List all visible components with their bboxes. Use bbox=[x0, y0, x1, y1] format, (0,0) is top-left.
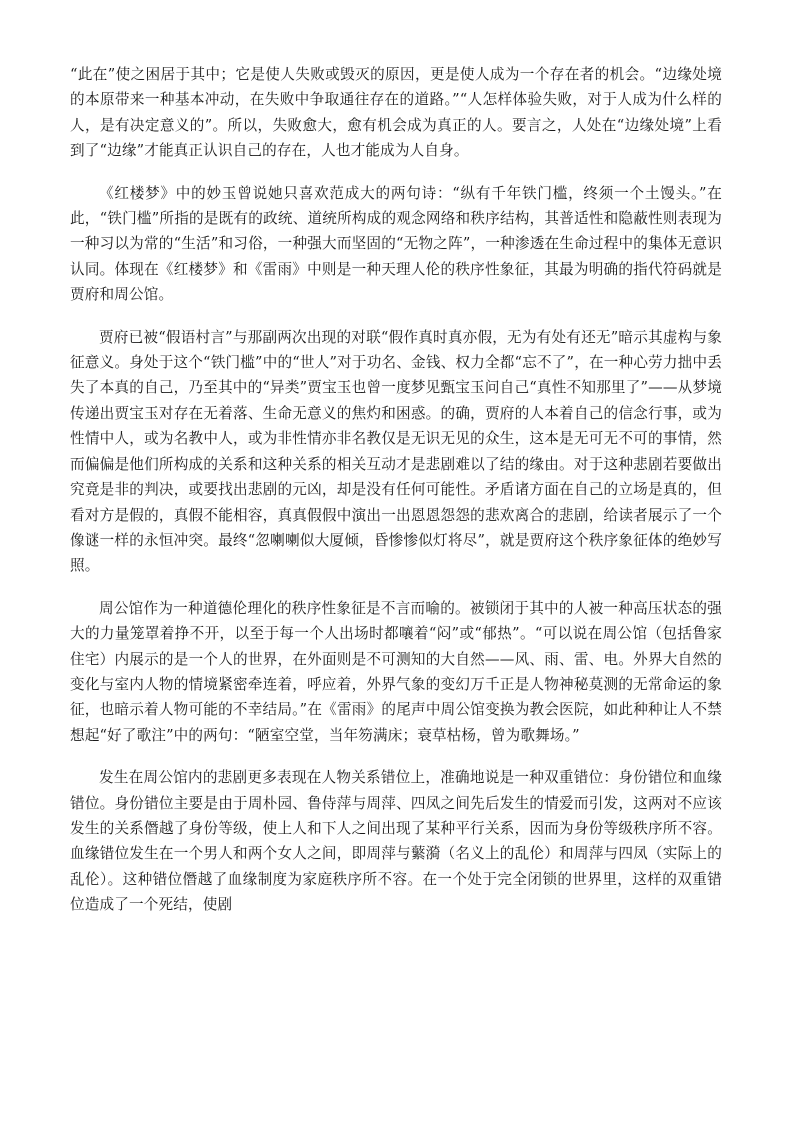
paragraph-2: 《红楼梦》中的妙玉曾说她只喜欢范成大的两句诗：“纵有千年铁门槛，终须一个土馒头。”在此，“铁门槛”所指的是既有的政统、道统所构成的观念网络和秩序结构，其普适性和隐蔽性则表现为一种习以为常的“生活”和习俗，一种强大而坚固的“无物之阵”，一种渗透在生命过程中的集体无意识认同。体现在《红楼梦》和《雷雨》中则是一种天理人伦的秩序性象征，其最为明确的指代符码就是贾府和周公馆。 bbox=[70, 184, 722, 304]
paragraph-5: 发生在周公馆内的悲剧更多表现在人物关系错位上，准确地说是一种双重错位：身份错位和血缘错位。身份错位主要是由于周朴园、鲁侍萍与周萍、四凤之间先后发生的情爱而引发，这两对不应该发生的关系僭越了身份等级，使上人和下人之间出现了某种平行关系，因而为身份等级秩序所不容。血缘错位发生在一个男人和两个女人之间，即周萍与蘩漪（名义上的乱伦）和周萍与四凤（实际上的乱伦）。这种错位僭越了血缘制度为家庭秩序所不容。在一个处于完全闭锁的世界里，这样的双重错位造成了一个死结，使剧 bbox=[70, 769, 722, 914]
document-page bbox=[70, 62, 722, 935]
paragraph-4: 周公馆作为一种道德伦理化的秩序性象征是不言而喻的。被锁闭于其中的人被一种高压状态的强大的力量笼罩着挣不开，以至于每一个人出场时都嚷着“闷”或“郁热”。“可以说在周公馆（包括鲁家住宅）内展示的是一个人的世界，在外面则是不可测知的大自然——风、雨、雷、电。外界大自然的变化与室内人物的情境紧密牵连着，呼应着，外界气象的变幻万千正是人物神秘莫测的无常命运的象征，也暗示着人物可能的不幸结局。”在《雷雨》的尾声中周公馆变换为教会医院，如此种种让人不禁想起“好了歌注”中的两句：“陋室空堂，当年笏满床；衰草枯杨，曾为歌舞场。” bbox=[70, 599, 722, 744]
paragraph-3: 贾府已被“假语村言”与那副两次出现的对联“假作真时真亦假，无为有处有还无”暗示其虚构与象征意义。身处于这个“铁门槛”中的“世人”对于功名、金钱、权力全都“忘不了”，在一种心劳力拙中丢失了本真的自己，乃至其中的“异类”贾宝玉也曾一度梦见甄宝玉问自己“真性不知那里了”——从梦境传递出贾宝玉对存在无着落、生命无意义的焦灼和困惑。的确，贾府的人本着自己的信念行事，或为性情中人，或为名教中人，或为非性情亦非名教仅是无识无见的众生，这本是无可无不可的事情，然而偏偏是他们所构成的关系和这种关系的相关互动才是悲剧难以了结的缘由。对于这种悲剧若要做出究竟是非的判决，或要找出悲剧的元凶，却是没有任何可能性。矛盾诸方面在自己的立场是真的，但看对方是假的，真假不能相容，真真假假中演出一出恩恩怨怨的悲欢离合的悲剧，给读者展示了一个像谜一样的永恒冲突。最终“忽喇喇似大厦倾，昏惨惨似灯将尽”，就是贾府这个秩序象征体的绝妙写照。 bbox=[70, 328, 722, 575]
paragraph-1: “此在”使之困居于其中；它是使人失败或毁灭的原因，更是使人成为一个存在者的机会。“边缘处境的本原带来一种基本冲动，在失败中争取通往存在的道路。”“人怎样体验失败，对于人成为什么样的人，是有决定意义的”。所以，失败愈大，愈有机会成为真正的人。要言之，人处在“边缘处境”上看到了“边缘”才能真正认识自己的存在，人也才能成为人自身。 bbox=[70, 66, 722, 160]
